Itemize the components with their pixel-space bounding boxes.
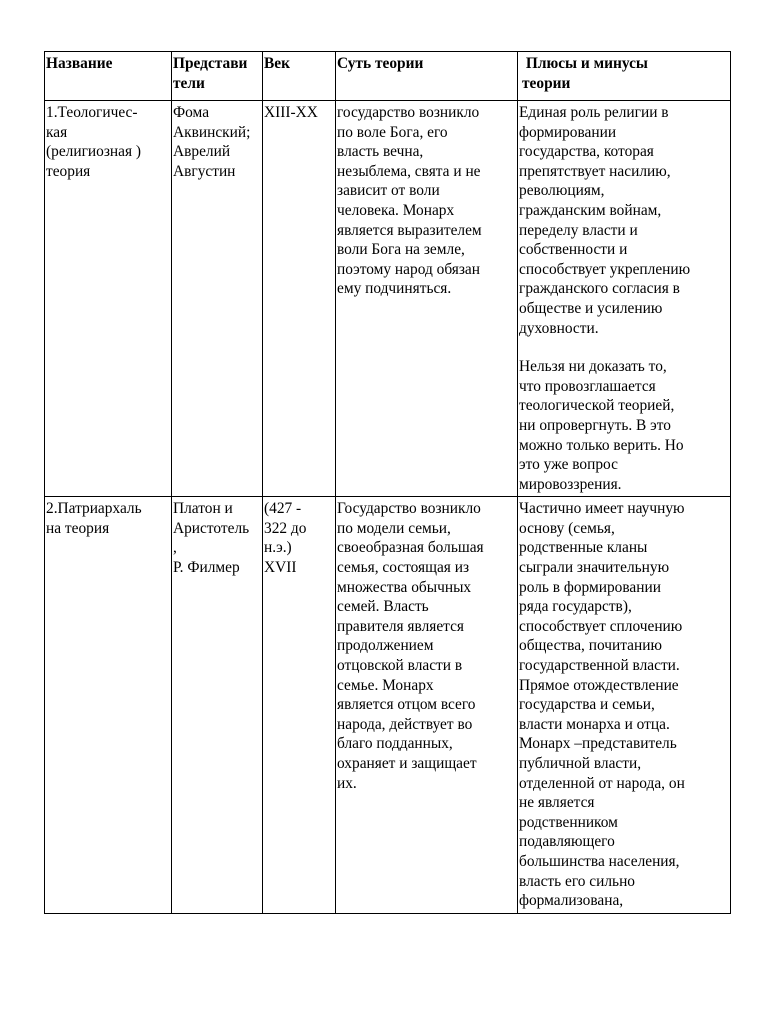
header-pros-cons: [518, 52, 731, 101]
pros-cons-line: большинства населения,: [519, 852, 680, 870]
pros-cons-line: гражданского согласия в: [519, 280, 680, 298]
cell-century: [263, 101, 336, 497]
cell-essence-line: человека. Монарх: [337, 201, 455, 219]
table-header-row: [45, 52, 731, 101]
header-pros-cons-line: теории: [522, 74, 571, 92]
cell-representatives-line: Августин: [173, 162, 236, 180]
cell-essence-line: охраняет и защищает: [337, 755, 477, 772]
pros-cons-line: Прямое отождествление: [519, 676, 679, 694]
cell-essence-line: ему подчиняться.: [337, 280, 452, 298]
cell-representatives-line: Аристотель: [173, 519, 250, 537]
cell-essence-line: власть вечна,: [337, 143, 424, 161]
cell-essence-line: отцовской власти в: [337, 657, 463, 675]
cell-essence-line: семей. Власть: [337, 598, 429, 616]
cell-representatives-line: Аврелий: [173, 143, 231, 161]
cell-century: [263, 497, 336, 913]
pros-cons-line: духовности.: [519, 319, 599, 337]
header-name: Название: [45, 52, 172, 101]
cell-essence-line: является выразителем: [337, 221, 482, 239]
pros-cons-line: это уже вопрос: [519, 456, 618, 474]
cell-name-line: (религиозная ): [46, 143, 142, 161]
pros-cons-line: способствует укреплению: [519, 260, 691, 278]
pros-cons-line: государства, которая: [519, 143, 654, 161]
header-representatives-line: Представи: [173, 55, 248, 72]
pros-cons-line: что провозглашается: [519, 377, 656, 395]
pros-cons-line: собственности и: [519, 241, 628, 259]
pros-cons-line: общества, почитанию: [519, 637, 662, 655]
pros-cons-line: Монарх –представитель: [519, 735, 677, 753]
pros-cons-line: власти монарха и отца.: [519, 715, 670, 733]
cell-name-line: 1.Теологичес-: [46, 104, 138, 121]
pros-cons-line: основу (семья,: [519, 519, 615, 537]
cell-essence-line: их.: [337, 774, 357, 792]
cell-essence-line: зависит от воли: [337, 182, 440, 200]
pros-cons-line: препятствует насилию,: [519, 162, 671, 180]
cell-essence-line: является отцом всего: [337, 696, 476, 714]
cell-essence-line: незыблема, свята и не: [337, 162, 481, 180]
table-body: [45, 101, 731, 914]
pros-cons-line: Частично имеет научную: [519, 500, 685, 518]
cell-representatives: [172, 101, 263, 497]
pros-cons-line: не является: [519, 794, 595, 812]
cell-pros-cons: [518, 497, 731, 913]
cell-name-line: 2.Патриархаль: [46, 500, 142, 518]
cell-pros-cons: [518, 101, 731, 497]
cell-century-line: н.э.): [264, 539, 292, 557]
pros-cons-line: гражданским войнам,: [519, 201, 662, 219]
cell-name-line: на теория: [46, 519, 110, 537]
pros-cons-line: власть его сильно: [519, 872, 636, 890]
cell-essence-line: государство возникло: [337, 104, 480, 121]
cell-representatives-line: ,: [173, 539, 177, 557]
cell-essence-line: множества обычных: [337, 578, 472, 596]
pros-cons-line: подавляющего: [519, 833, 615, 851]
cell-century-line: XIII-XX: [264, 104, 318, 121]
header-pros-cons-line: Плюсы и минусы: [522, 55, 648, 72]
cell-name: [45, 101, 172, 497]
cell-essence: [336, 497, 518, 913]
cell-representatives: [172, 497, 263, 913]
cell-name: [45, 497, 172, 913]
pros-cons-line: ряда государств),: [519, 598, 632, 616]
pros-cons-line: сыграли значительную: [519, 559, 670, 577]
pros-cons-line: роль в формировании: [519, 578, 661, 596]
pros-cons-line: государственной власти.: [519, 657, 680, 675]
pros-cons-line: переделу власти и: [519, 221, 638, 239]
cell-name-line: теория: [46, 162, 91, 180]
pros-cons-paragraph: [519, 103, 729, 338]
cell-essence-line: своеобразная большая: [337, 539, 484, 557]
theories-table: [44, 51, 731, 914]
cell-essence-line: Государство возникло: [337, 500, 481, 518]
pros-cons-line: ни опровергнуть. В это: [519, 416, 671, 434]
pros-cons-line: формализована,: [519, 892, 624, 910]
header-representatives-line: тели: [173, 74, 205, 92]
pros-cons-line: родственником: [519, 813, 618, 831]
table-row: [45, 497, 731, 913]
pros-cons-line: можно только верить. Но: [519, 436, 684, 454]
cell-century-line: XVII: [264, 559, 297, 577]
cell-century-line: (427 -: [264, 500, 302, 518]
pros-cons-line: отделенной от народа, он: [519, 774, 685, 792]
cell-name-line: кая: [46, 123, 68, 141]
pros-cons-line: формировании: [519, 123, 617, 141]
cell-essence-line: семья, состоящая из: [337, 559, 470, 577]
pros-cons-line: Единая роль религии в: [519, 104, 669, 121]
cell-essence-line: по модели семьи,: [337, 519, 451, 537]
pros-cons-line: теологической теорией,: [519, 397, 675, 415]
cell-century-line: 322 до: [264, 519, 307, 537]
cell-essence-line: семье. Монарх: [337, 676, 434, 694]
cell-essence-line: правителя является: [337, 617, 464, 635]
pros-cons-line: мировоззрения.: [519, 475, 622, 493]
cell-representatives-line: Аквинский;: [173, 123, 251, 141]
pros-cons-line: способствует сплочению: [519, 617, 683, 635]
pros-cons-line: государства и семьи,: [519, 696, 655, 714]
table-row: [45, 101, 731, 497]
pros-cons-line: родственные кланы: [519, 539, 648, 557]
pros-cons-paragraph: [519, 357, 729, 494]
pros-cons-paragraph: [519, 499, 729, 910]
cell-essence-line: по воле Бога, его: [337, 123, 448, 141]
cell-essence-line: благо подданных,: [337, 735, 453, 753]
cell-essence-line: поэтому народ обязан: [337, 260, 480, 278]
cell-representatives-line: Фома: [173, 104, 210, 121]
pros-cons-line: обществе и усилению: [519, 299, 663, 317]
cell-essence-line: народа, действует во: [337, 715, 473, 733]
cell-representatives-line: Р. Филмер: [173, 559, 240, 577]
header-representatives: [172, 52, 263, 101]
pros-cons-line: публичной власти,: [519, 755, 642, 772]
header-century: Век: [263, 52, 336, 101]
pros-cons-line: революциям,: [519, 182, 605, 200]
pros-cons-line: Нельзя ни доказать то,: [519, 358, 667, 376]
cell-essence-line: воли Бога на земле,: [337, 241, 465, 259]
cell-essence: [336, 101, 518, 497]
cell-representatives-line: Платон и: [173, 500, 233, 518]
cell-essence-line: продолжением: [337, 637, 434, 655]
header-essence: Суть теории: [336, 52, 518, 101]
